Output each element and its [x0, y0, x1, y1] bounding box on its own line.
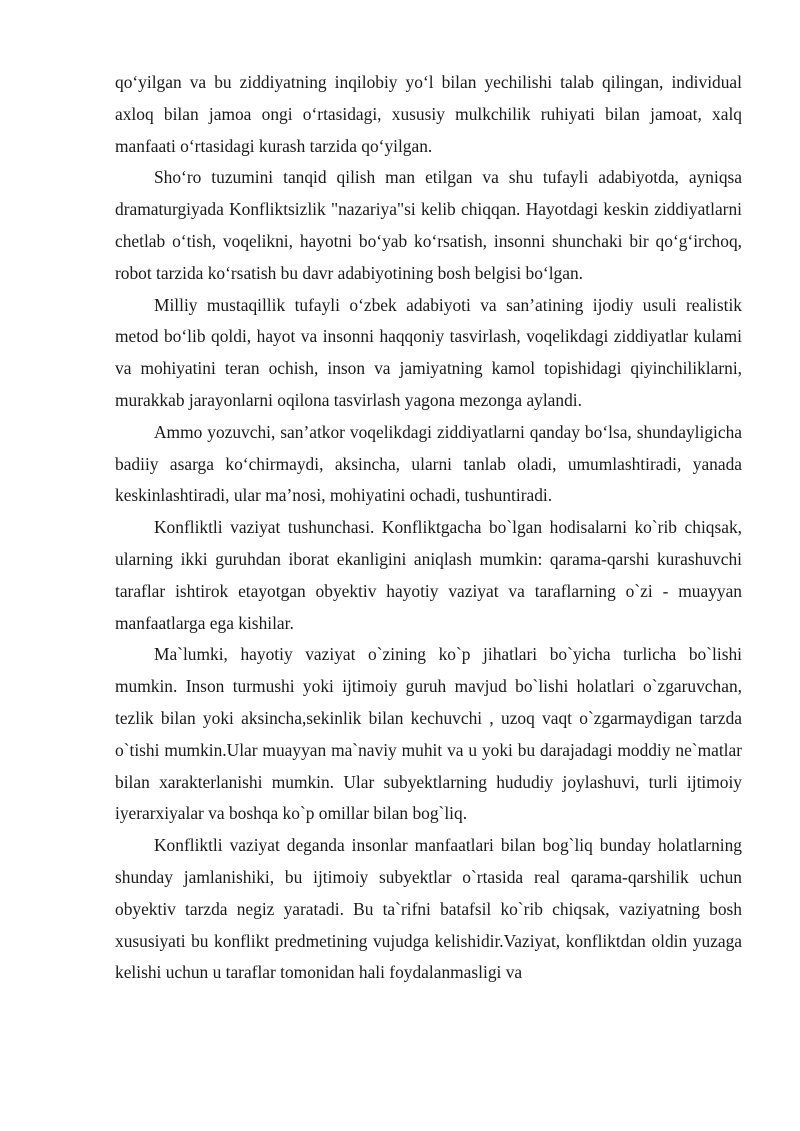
paragraph-conflictlessness-theory: Sho‘ro tuzumini tanqid qilish man etilgan va shu tufayli adabiyotda, ayniqsa dramaturgiyada Konfliktsizlik "nazariya"si kelib chiqqan. Hayotdagi keskin ziddiyatlarni chetlab o‘tish, voqelikni, hayotni bo‘yab ko‘rsatish, insonni shunchaki bir qo‘g‘irchoq, robot tarzida ko‘rsatish bu davr adabiyotining bosh belgisi bo‘lgan.	[115, 167, 742, 283]
paragraph-conflict-situation-definition: Konfliktli vaziyat deganda insonlar manfaatlari bilan bog`liq bunday holatlarning shunday jamlanishiki, bu ijtimoiy subyektlar o`rtasida real qarama-qarshilik uchun obyektiv tarzda negiz yaratadi. Bu ta`rifni batafsil ko`rib chiqsak, vaziyatning bosh xususiyati bu konflikt predmetining vujudga kelishidir.Vaziyat, konfliktdan oldin yuzaga kelishi uchun u taraflar tomonidan hali foydalanmasligi va	[115, 835, 742, 983]
paragraph-life-situation: Ma`lumki, hayotiy vaziyat o`zining ko`p jihatlari bo`yicha turlicha bo`lishi mumkin. Inson turmushi yoki ijtimoiy guruh mavjud bo`lishi holatlari o`zgaruvchan, tezlik bilan yoki aksincha,sekinlik bilan kechuvchi , uzoq vaqt o`zgarmaydigan tarzda o`tishi mumkin.Ular muayyan ma`naviy muhit va u yoki bu darajadagi moddiy ne`matlar bilan xarakterlanishi mumkin. Ular subyektlarning hududiy joylashuvi, turli ijtimoiy iyerarxiyalar va boshqa ko`p omillar bilan bog`liq.	[115, 644, 742, 824]
paragraph-continuation: qo‘yilgan va bu ziddiyatning inqilobiy yo‘l bilan yechilishi talab qilingan, individual axloq bilan jamoa ongi o‘rtasidagi, xususiy mulkchilik ruhiyati bilan jamoat, xalq manfaati o‘rtasidagi kurash tarzida qo‘yilgan.	[115, 72, 742, 156]
paragraph-independence-realism: Milliy mustaqillik tufayli o‘zbek adabiyoti va san’atining ijodiy usuli realistik metod bo‘lib qoldi, hayot va insonni haqqoniy tasvirlash, voqelikdagi ziddiyatlar kulami va mohiyatini teran ochish, inson va jamiyatning kamol topishidagi qiyinchiliklarni, murakkab jarayonlarni oqilona tasvirlash yagona mezonga aylandi.	[115, 294, 742, 410]
paragraph-writer-artist: Ammo yozuvchi, san’atkor voqelikdagi ziddiyatlarni qanday bo‘lsa, shundayligicha badiiy asarga ko‘chirmaydi, aksincha, ularni tanlab oladi, umumlashtiradi, yanada keskinlashtiradi, ular ma’nosi, mohiyatini ochadi, tushuntiradi.	[115, 421, 742, 506]
document-page	[115, 67, 742, 989]
paragraph-conflict-situation-concept: Konfliktli vaziyat tushunchasi. Konfliktgacha bo`lgan hodisalarni ko`rib chiqsak, ularning ikki guruhdan iborat ekanligini aniqlash mumkin: qarama-qarshi kurashuvchi taraflar ishtirok etayotgan obyektiv hayotiy vaziyat va taraflarning o`zi - muayyan manfaatlarga ega kishilar.	[115, 517, 742, 633]
